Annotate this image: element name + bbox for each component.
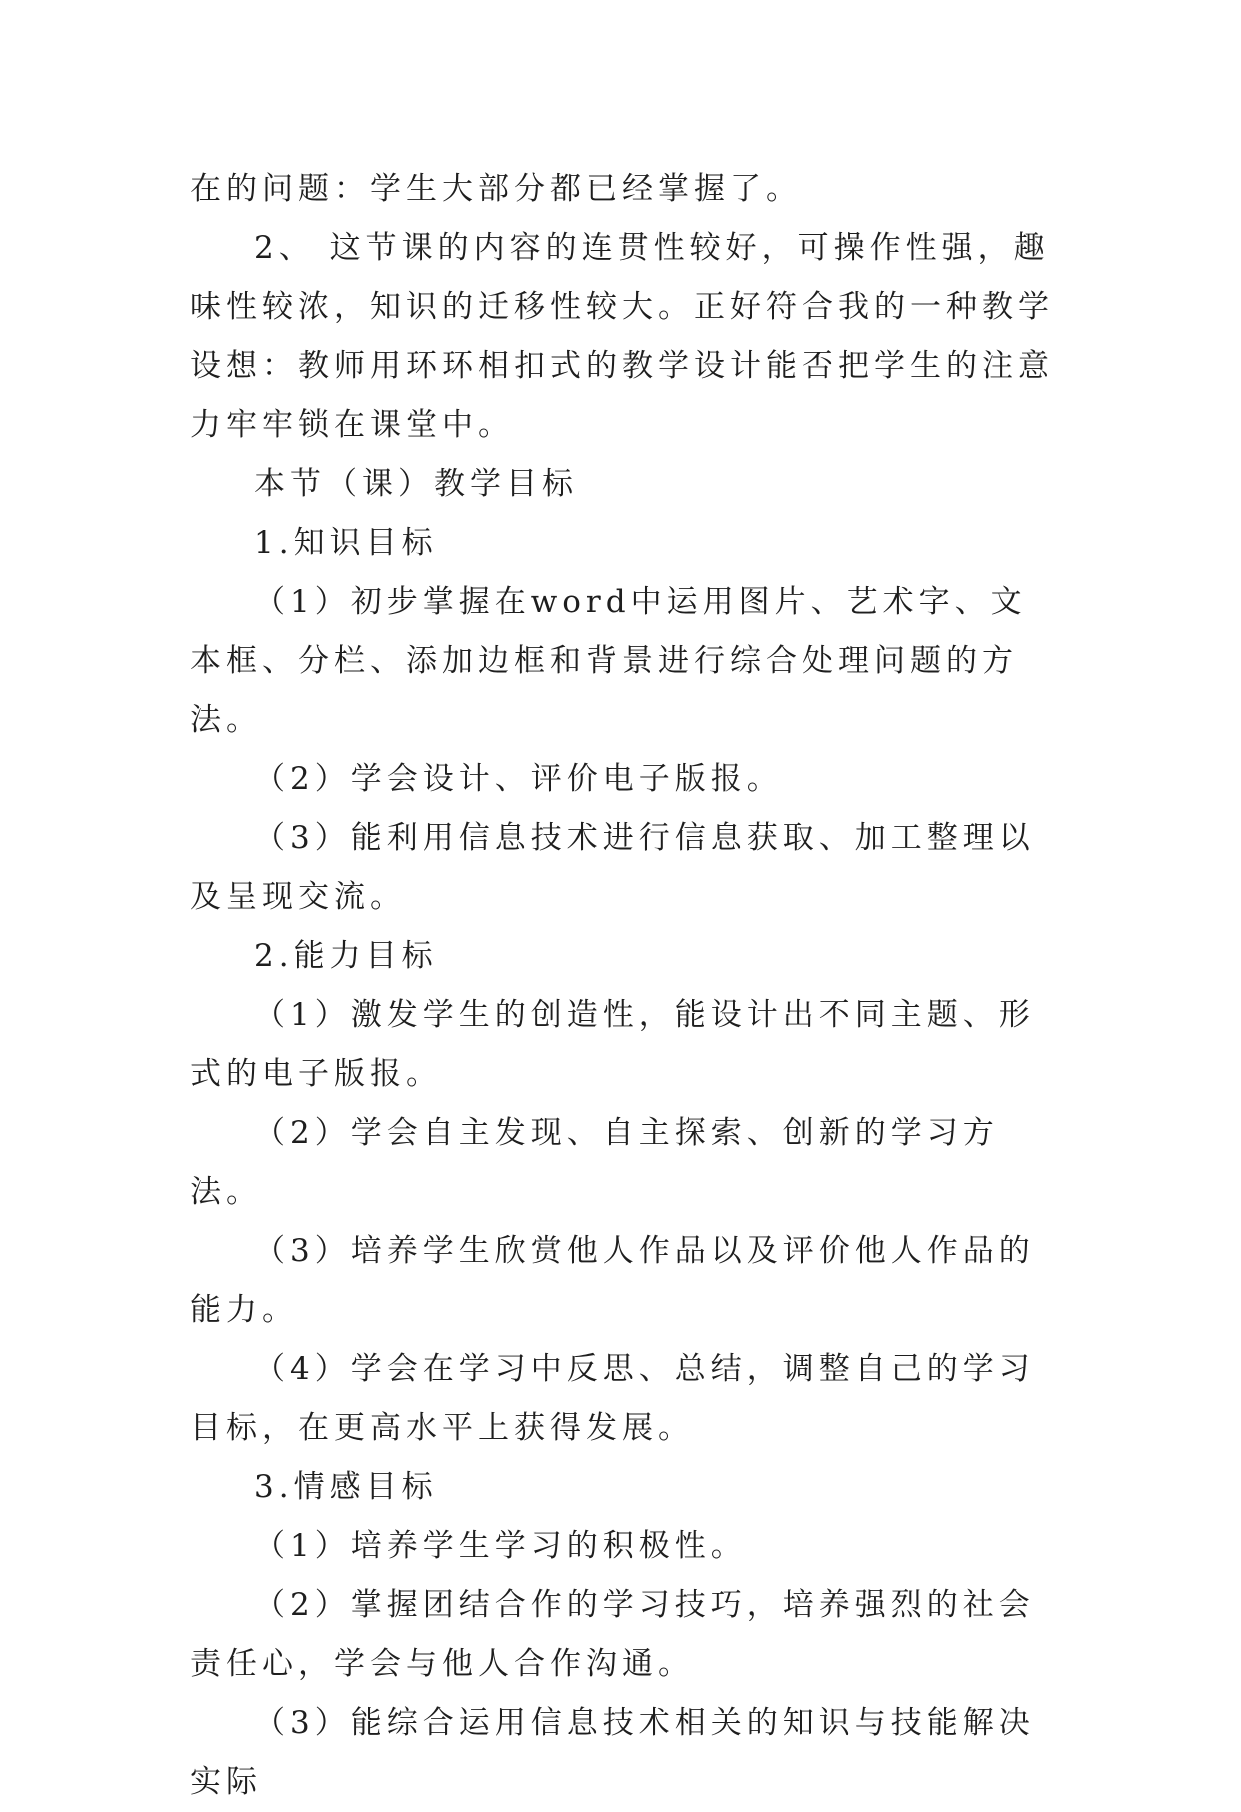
subheading-ability-goals: 2.能力目标 xyxy=(254,938,438,974)
knowledge-goal-1: （1）初步掌握在word中运用图片、艺术字、文本框、分栏、添加边框和背景进行综合处理问题的方法。 xyxy=(190,584,1027,738)
emotional-goal-2: （2）掌握团结合作的学习技巧，培养强烈的社会责任心，学会与他人合作沟通。 xyxy=(190,1587,1035,1682)
paragraph-lesson-feature: 2、 这节课的内容的连贯性较好，可操作性强，趣味性较浓，知识的迁移性较大。正好符合我的一种教学设想：教师用环环相扣式的教学设计能否把学生的注意力牢牢锁在课堂中。 xyxy=(190,230,1054,443)
emotional-goal-3: （3）能综合运用信息技术相关的知识与技能解决实际 xyxy=(190,1705,1035,1800)
section-heading-objectives: 本节（课）教学目标 xyxy=(254,466,578,502)
emotional-goal-1: （1）培养学生学习的积极性。 xyxy=(254,1528,747,1564)
document-body xyxy=(190,160,1060,1812)
ability-goal-2: （2）学会自主发现、自主探索、创新的学习方法。 xyxy=(190,1115,999,1210)
ability-goal-3: （3）培养学生欣赏他人作品以及评价他人作品的能力。 xyxy=(190,1233,1035,1328)
subheading-knowledge-goals: 1.知识目标 xyxy=(254,525,438,561)
subheading-emotional-goals: 3.情感目标 xyxy=(254,1469,438,1505)
knowledge-goal-2: （2）学会设计、评价电子版报。 xyxy=(254,761,783,797)
paragraph-continuation: 在的问题：学生大部分都已经掌握了。 xyxy=(190,171,802,207)
ability-goal-4: （4）学会在学习中反思、总结，调整自己的学习目标，在更高水平上获得发展。 xyxy=(190,1351,1035,1446)
knowledge-goal-3: （3）能利用信息技术进行信息获取、加工整理以及呈现交流。 xyxy=(190,820,1035,915)
ability-goal-1: （1）激发学生的创造性，能设计出不同主题、形式的电子版报。 xyxy=(190,997,1035,1092)
